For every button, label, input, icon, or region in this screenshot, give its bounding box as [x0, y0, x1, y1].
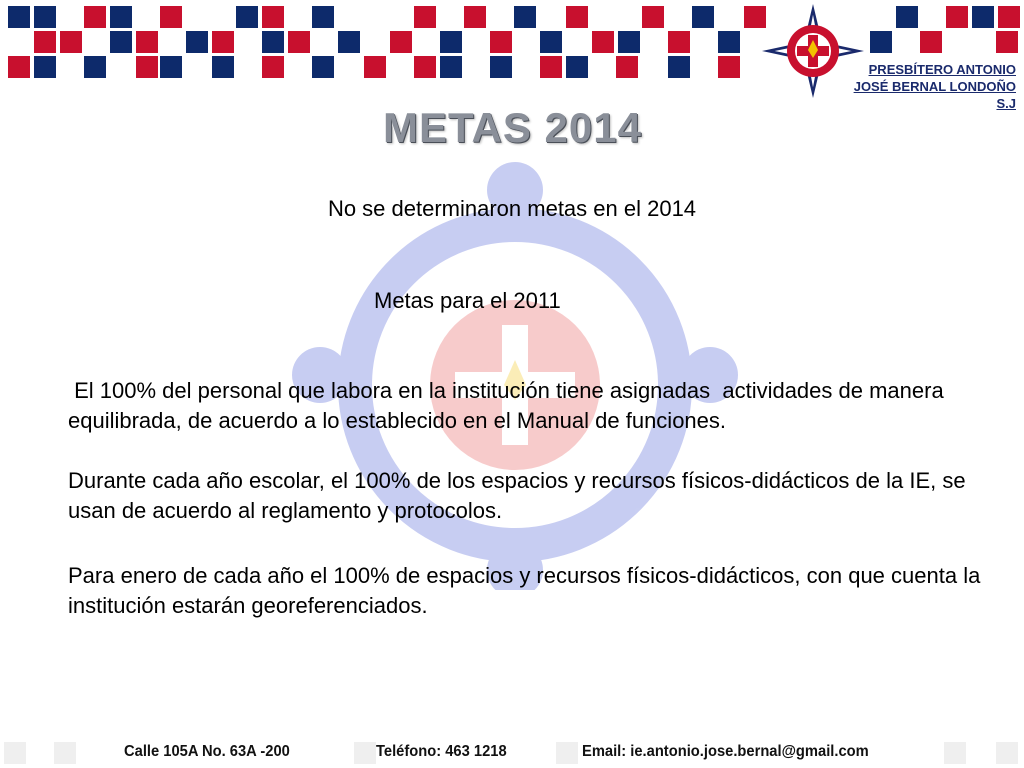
institution-logo-icon — [760, 2, 866, 100]
school-name-line3: S.J — [996, 96, 1016, 111]
goal-paragraph-2: Durante cada año escolar, el 100% de los espacios y recursos físicos-didácticos de la IE, se usan de acuerdo al reglamento y protocolos. — [68, 468, 966, 523]
goal-paragraph-3: Para enero de cada año el 100% de espacios y recursos físicos-didácticos, con que cuenta la institución estarán georeferenciados. — [68, 563, 981, 618]
goals-subheading: Metas para el 2011 — [374, 288, 561, 313]
footer-address: Calle 105A No. 63A -200 — [124, 743, 290, 760]
footer-email: Email: ie.antonio.jose.bernal@gmail.com — [582, 743, 869, 760]
page-title-text: METAS 2014 — [383, 104, 642, 151]
goal-paragraph-1: El 100% del personal que labora en la institución tiene asignadas actividades de manera equilibrada, de acuerdo a lo establecido en el Manual de funciones. — [68, 378, 950, 433]
footer-phone: Teléfono: 463 1218 — [376, 743, 507, 760]
page-title — [0, 104, 1024, 152]
no-goals-statement: No se determinaron metas en el 2014 — [327, 196, 697, 221]
school-name-line1: PRESBÍTERO ANTONIO — [868, 62, 1016, 77]
school-name-line2: JOSÉ BERNAL LONDOÑO — [853, 79, 1016, 94]
